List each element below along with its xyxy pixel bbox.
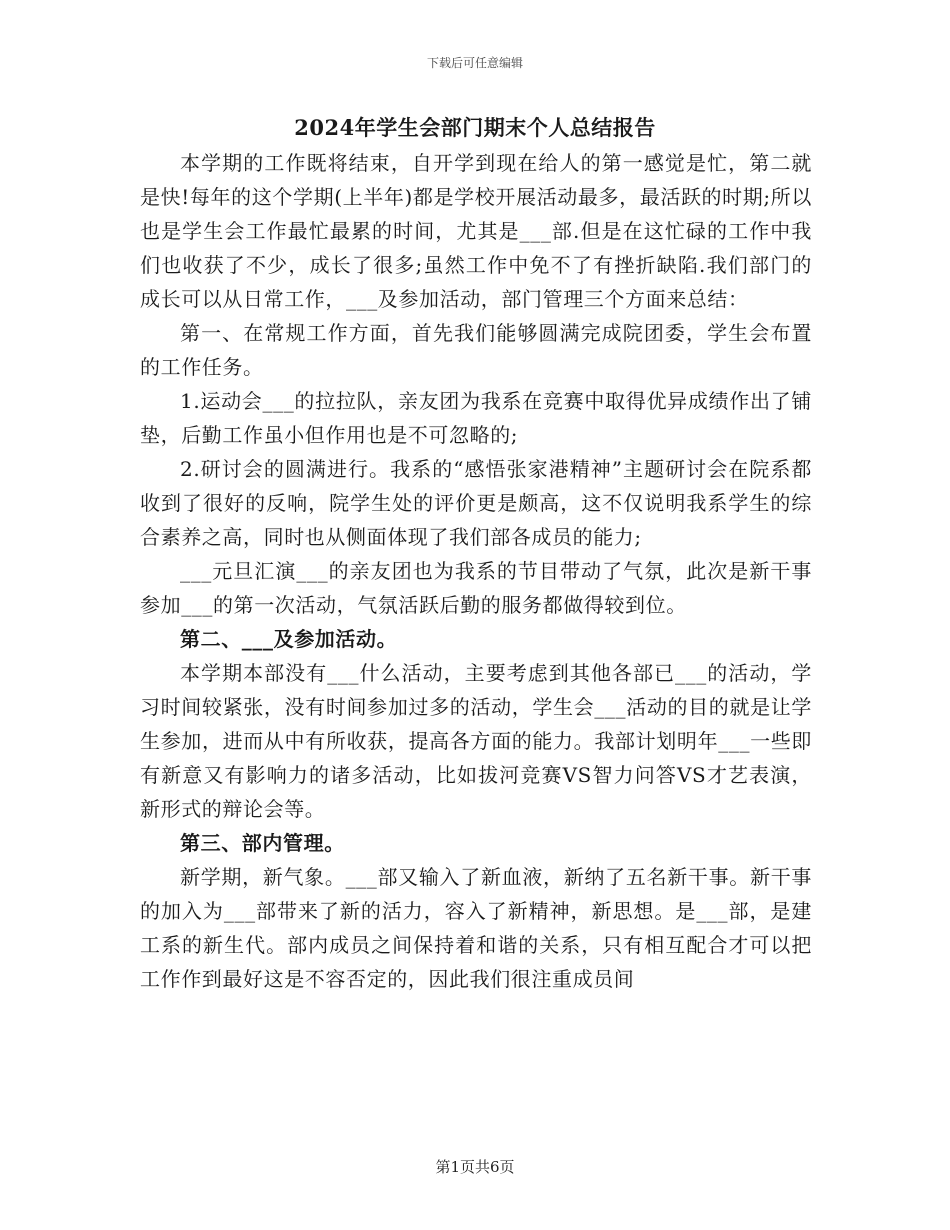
document-body: [140, 146, 812, 996]
page-number: 第1页共6页: [435, 1158, 515, 1176]
header-note: 下载后可任意编辑: [426, 56, 523, 70]
section-heading-management: 第三、部内管理。: [180, 831, 345, 855]
paragraph-intro: 本学期的工作既将结束，自开学到现在给人的第一感觉是忙，第二就是快!每年的这个学期(上半年)都是学校开展活动最多，最活跃的时期;所以也是学生会工作最忙最累的时间，尤其是___部.但是在这忙碌的工作中我们也收获了不少，成长了很多;虽然工作中免不了有挫折缺陷.我们部门的成长可以从日常工作，___及参加活动，部门管理三个方面来总结：: [140, 151, 812, 311]
paragraph-activities: 本学期本部没有___什么活动，主要考虑到其他各部已___的活动，学习时间较紧张，没有时间参加过多的活动，学生会___活动的目的就是让学生参加，进而从中有所收获，提高各方面的能力。我部计划明年___一些即有新意又有影响力的诸多活动，比如拔河竞赛VS智力问答VS才艺表演，新形式的辩论会等。: [140, 661, 812, 821]
paragraph-routine-work: 第一、在常规工作方面，首先我们能够圆满完成院团委，学生会布置的工作任务。: [140, 321, 812, 379]
paragraph-item-2: 2.研讨会的圆满进行。我系的“感悟张家港精神”主题研讨会在院系都收到了很好的反响，院学生处的评价更是颇高，这不仅说明我系学生的综合素养之高，同时也从侧面体现了我们部各成员的能力;: [140, 457, 812, 549]
paragraph-new-year-show: ___元旦汇演___的亲友团也为我系的节目带动了气氛，此次是新干事参加___的第一次活动，气氛活跃后勤的服务都做得较到位。: [140, 559, 812, 617]
paragraph-management: 新学期，新气象。___部又输入了新血液，新纳了五名新干事。新干事的加入为___部带来了新的活力，容入了新精神，新思想。是___部，是建工系的新生代。部内成员之间保持着和谐的关系，只有相互配合才可以把工作作到最好这是不容否定的，因此我们很注重成员间: [140, 865, 812, 991]
section-heading-activities: 第二、___及参加活动。: [180, 627, 398, 651]
document-title: 2024年学生会部门期末个人总结报告: [294, 115, 656, 140]
paragraph-item-1: 1.运动会___的拉拉队，亲友团为我系在竞赛中取得优异成绩作出了铺垫，后勤工作虽小但作用也是不可忽略的;: [140, 389, 812, 447]
